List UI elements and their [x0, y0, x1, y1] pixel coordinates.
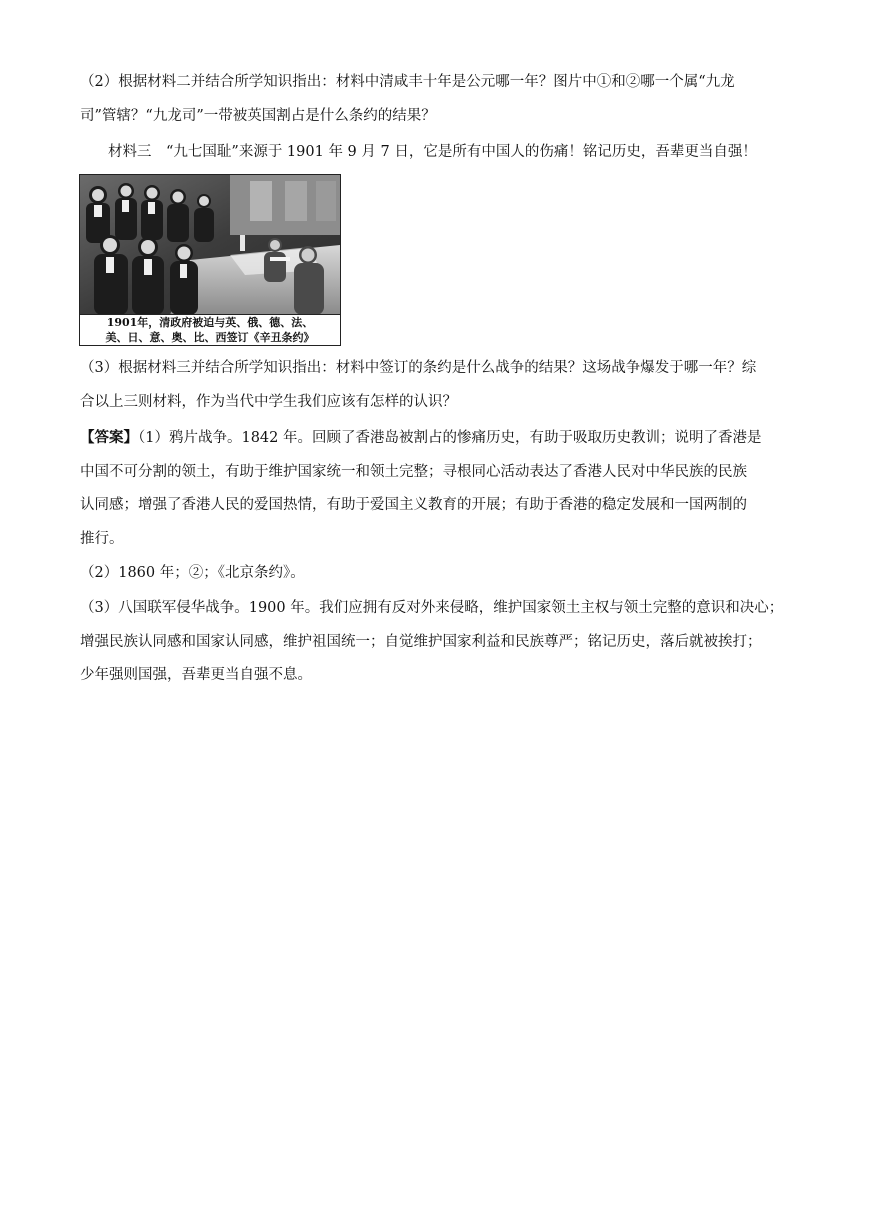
photo-caption	[80, 314, 340, 346]
answer-1-line-2: 中国不可分割的领土，有助于维护国家统一和领土完整；寻根同心活动表达了香港人民对中华民族的民族	[80, 464, 747, 480]
answer-3-line-3: 少年强则国强，吾辈更当自强不息。	[80, 667, 312, 683]
answer-label: 【答案】	[80, 429, 138, 446]
question-3-line-2: 合以上三则材料，作为当代中学生我们应该有怎样的认识？	[80, 394, 457, 410]
question-2-line-1: （2）根据材料二并结合所学知识指出：材料中清咸丰十年是公元哪一年？图片中①和②哪一个属“九龙	[80, 74, 735, 90]
question-2-line-2: 司”管辖？“九龙司”一带被英国割占是什么条约的结果？	[80, 108, 436, 124]
answer-1-line-4: 推行。	[80, 531, 124, 547]
material-3-text: 材料三 “九七国耻”来源于 1901 年 9 月 7 日，它是所有中国人的伤痛！铭记历史，吾辈更当自强！	[108, 144, 757, 160]
question-3-line-1: （3）根据材料三并结合所学知识指出：材料中签订的条约是什么战争的结果？这场战争爆发于哪一年？综	[80, 360, 757, 376]
answer-2: （2）1860 年；②；《北京条约》。	[80, 565, 305, 581]
answer-1-line-1	[80, 428, 792, 448]
answer-3-line-1: （3）八国联军侵华战争。1900 年。我们应拥有反对外来侵略，维护国家领土主权与领土完整的意识和决心；	[80, 600, 784, 616]
treaty-signing-photo	[79, 174, 341, 346]
photo-illustration	[80, 175, 340, 315]
answer-3-line-2: 增强民族认同感和国家认同感，维护祖国统一；自觉维护国家利益和民族尊严；铭记历史，落后就被挨打；	[80, 634, 762, 650]
answer-1-text: （1）鸦片战争。1842 年。回顾了香港岛被割占的惨痛历史，有助于吸取历史教训；说明了香港是	[138, 430, 762, 446]
photo-caption-line-2: 美、日、意、奥、比、西签订《辛丑条约》	[105, 331, 315, 344]
answer-1-line-3: 认同感；增强了香港人民的爱国热情，有助于爱国主义教育的开展；有助于香港的稳定发展和一国两制的	[80, 497, 747, 513]
photo-caption-line-1: 1901年，清政府被迫与英、俄、德、法、	[106, 316, 314, 329]
